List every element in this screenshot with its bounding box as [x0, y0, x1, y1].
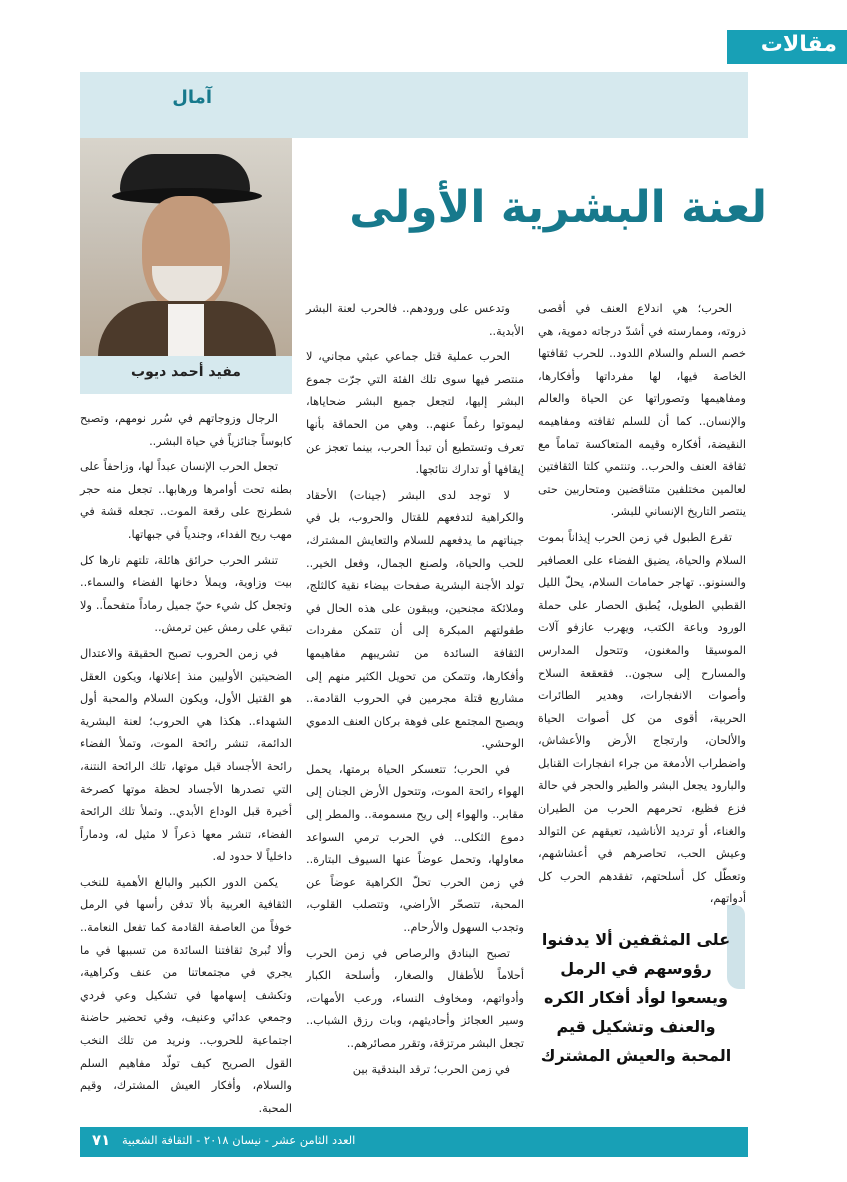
- article-column-left: [80, 408, 292, 1138]
- article-column-right: [538, 298, 746, 906]
- issue-info: العدد الثامن عشر - نيسان ٢٠١٨ - الثقافة الشعبية: [122, 1133, 356, 1147]
- paragraph: في زمن الحروب تصبح الحقيقة والاعتدال الضحيتين الأوليين منذ إعلانها، ويكون العقل هو القتيل الأول، ويكون السلام والمحبة أول الشهداء.. هكذا هي الحروب؛ لعنة البشرية الدائمة، تنشر رائحة الموت، وتملأ الفضاء رائحة الأجساد قبل موتها، تلك الرائحة النتنة، التي تصدرها الأجساد لحظة موتها كصرخة أخيرة قبل الوداع الأبدي.. وتملأ تلك الرائحة الفضاء، تنشر معها ذعراً لا مثيل له، ودماراً داخلياً لا حدود له.: [80, 646, 292, 864]
- paragraph: يكمن الدور الكبير والبالغ الأهمية للنخب الثقافية العربية بألا تدفن رأسها في الرمل خوفاً من العاصفة القادمة كما تفعل النعامة.. وألا تُبرئ ثقافتنا السائدة من تسببها في ما يجري في مجتمعاتنا من عنف وكراهية، وتكشف إسهامها في تشكيل وعي فردي وجمعي عدائي وعنيف، وفي تحضير حاضنة اجتماعية للحروب.. ونريد من تلك النخب القول الصريح كيف تولّد مفاهيم السلم والسلام، وأفكار العيش المشترك، وقيم المحبة.: [80, 875, 292, 1115]
- paragraph: الحرب عملية قتل جماعي عبثي مجاني، لا منتصر فيها سوى تلك الفئة التي جرّت جموع البشر إليها، لتجعل جميع البشر ضحاياها، ليموتوا رغماً عنهم.. وهي من الحماقة بأنها تعرف وتستطيع أن تبدأ الحرب، بينما تعجز عن إيقافها أو تدارك نتائجها.: [306, 350, 524, 477]
- section-label: مقالات: [760, 32, 837, 57]
- paragraph: تجعل الحرب الإنسان عبداً لها، وزاحفاً على بطنه تحت أوامرها ورهابها.. تجعل منه حجر شطرنج على رقعة الموت.. تجعله قشة في مهب ريح الفداء، وجندياً في جبهاتها.: [80, 460, 292, 541]
- column-name: آمال: [172, 87, 212, 108]
- author-photo: [80, 138, 292, 356]
- article-column-middle: [306, 298, 524, 1138]
- paragraph: الحرب؛ هي اندلاع العنف في أقصى ذروته، وممارسته في أشدّ درجاته دموية، هي خصم السلم والسلام اللدود.. للحرب ثقافتها الخاصة فيها، لها مفرداتها وأفكارها، ومفاهيمها وتصوراتها عن الحياة والعالم والإنسان.. كما أن للسلم ثقافته ومفاهيمه النقيضة، أفكاره وقيمه المتعاكسة تماماً مع ثقافة العنف والحرب.. وتنتمي كلتا الثقافتين لعالمين مختلفين متناقضين ومتحاربين حتى ينتصر التاريخ الإنساني للبشر.: [538, 302, 746, 519]
- author-name: مفيد أحمد ديوب: [131, 364, 241, 380]
- page-number: ٧١: [92, 1131, 111, 1149]
- photo-collar-shape: [168, 304, 204, 356]
- paragraph: تنشر الحرب حرائق هائلة، تلتهم نارها كل بيت وزاوية، ويملأ دخانها الفضاء والسماء.. وتجعل كل شيء حيّ جميل رماداً متفحماً.. ولا تبقي على رمش عين ترمش..: [80, 553, 292, 635]
- article-title: لعنة البشرية الأولى: [349, 182, 767, 233]
- paragraph: في زمن الحرب؛ ترقد البندقية بين: [352, 1062, 510, 1076]
- paragraph: وتدعس على ورودهم.. فالحرب لعنة البشر الأبدية..: [306, 302, 524, 338]
- paragraph: لا توجد لدى البشر (جينات) الأحقاد والكراهية لتدفعهم للقتال والحروب، بل في جيناتهم ما يدفعهم للسلام والتعايش المشترك، للحب والحياة، ولصنع الجمال، وفعل الخير.. تولد الأجنة البشرية صفحات بيضاء نقية كالثلج، وملائكة مجنحين، ويبقون على هذه الحال في طفولتهم المبكرة إلى أن تتمكن مفردات الثقافة السائدة من تشريبهم مفاهيمها وأفكارها، وتتمكن من تحويل الكثير منهم إلى مشاريع قتلة مجرمين في الحروب القادمة.. ويصبح المجتمع على فوهة بركان العنف الدموي الوحشي.: [306, 488, 524, 751]
- paragraph: تقرع الطبول في زمن الحرب إيذاناً بموت السلام والحياة، يضيق الفضاء على العصافير والسنونو.. تهاجر حمامات السلام، يحلّ الليل القطبي الطويل، يُطبق الحصار على حملة الورود وباعة الكتب، ويهرب عازفو آلات الموسيقا والمغنون، وتتحول المدارس والمسارح إلى سجون.. فقعقعة السلاح وأصوات الانفجارات، وهدير الطائرات الحربية، أقوى من كل أصوات الحياة والألحان، وارتجاج الأرض والأعشاش، واضطراب الأدمغة من جراء انفجارات القنابل والبارود يجعل البشر والطير والحجر في حالة فزع فظيع، تحرمهم الحرب من الطيران والغناء، أو ترديد الأناشيد، تعيقهم عن التوالد وعيش الحب، تحاصرهم في أعشاشهم، وتعطّل كل أسلحتهم، تفقدهم الحرب كل أدواتهم،: [538, 530, 746, 906]
- paragraph: في الحرب؛ تتعسكر الحياة برمتها، يحمل الهواء رائحة الموت، وتتحول الأرض الجنان إلى مقابر.. والهواء إلى ريح مسمومة.. والمطر إلى دموع الثكلى.. في الحرب ترمي السواعد معاولها، وتحمل عوضاً عنها السيوف البتارة.. في زمن الحرب تحلّ الكراهية عوضاً عن المحبة، تتصحّر الأراضي، وتتصلب القلوب، وتجدب السهول والأرحام..: [306, 762, 524, 935]
- paragraph: تصبح البنادق والرصاص في زمن الحرب أحلاماً للأطفال والصغار، وأسلحة الكبار وأدواتهم، ومخاوف النساء، ورعب الأمهات، وسير العجائز وأحاديثهم، وبات رزق الشباب.. تجعل البشر مرتزقة، وتقرر مصائرهم..: [306, 946, 524, 1050]
- paragraph: الرجال وزوجاتهم في سُرر نومهم، وتصبح كابوساً جنائزياً في حياة البشر..: [80, 412, 292, 448]
- pull-quote: على المثقفين ألا يدفنوا رؤوسهم في الرمل ويسعوا لوأد أفكار الكره والعنف وتشكيل قيم المحبة والعيش المشترك: [540, 930, 732, 1065]
